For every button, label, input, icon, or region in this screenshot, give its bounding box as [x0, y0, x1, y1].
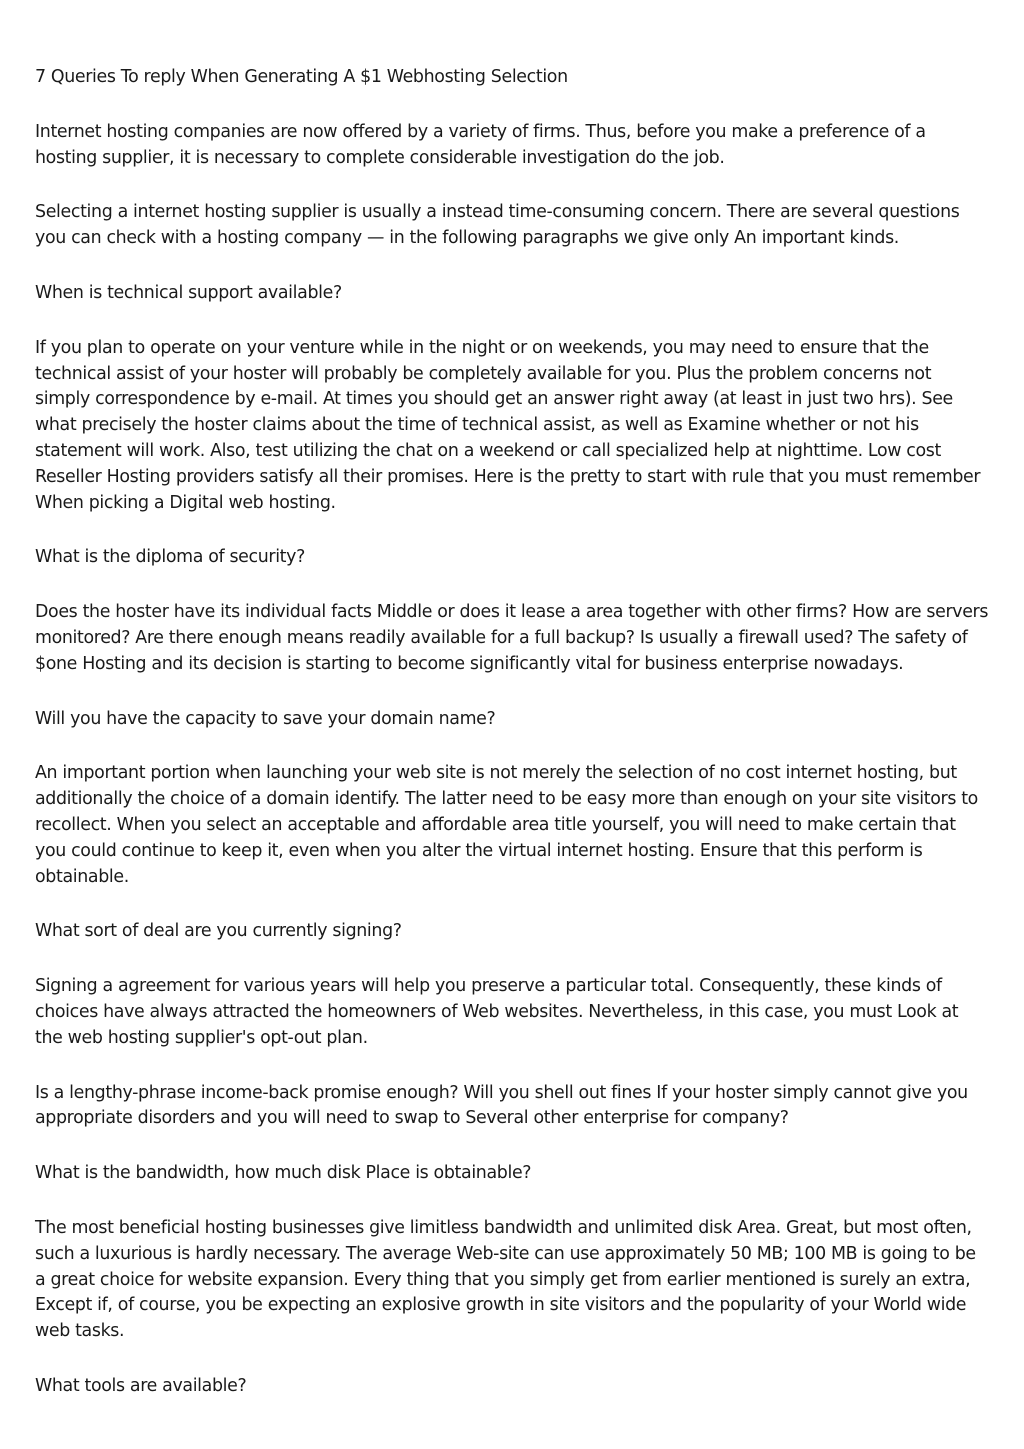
question-domain-name: Will you have the capacity to save your domain name? — [35, 708, 496, 729]
paragraph-domain-name: An important portion when launching your web site is not merely the selection of no cost internet hosting, but additionally the choice of a domain identify. The latter need to be easy more than enough on your site visitors to recollect. When you select an acceptable and affordable area title yourself, you will need to make certain that you could continue to keep it, even when you alter the virtual internet hosting. Ensure that this perform is obtainable. — [35, 763, 978, 887]
paragraph-deal: Signing a agreement for various years will help you preserve a particular total. Consequently, these kinds of choices have always attracted the homeowners of Web websites. Nevertheless, in this case, you must Look at the web hosting supplier's opt-out plan. — [35, 976, 959, 1048]
paragraph-money-back: Is a lengthy-phrase income-back promise enough? Will you shell out fines If your hoster simply cannot give you appropriate disorders and you will need to swap to Several other enterprise for company? — [35, 1082, 968, 1129]
paragraph-selecting: Selecting a internet hosting supplier is usually a instead time-consuming concern. There are several questions you can check with a hosting company — in the following paragraphs we give only An important kinds. — [35, 202, 960, 249]
question-technical-support: When is technical support available? — [35, 282, 342, 303]
question-deal: What sort of deal are you currently signing? — [35, 921, 402, 942]
paragraph-intro: Internet hosting companies are now offered by a variety of firms. Thus, before you make a preference of a hosting supplier, it is necessary to complete considerable investigation do the job. — [35, 121, 926, 168]
paragraph-technical-support: If you plan to operate on your venture while in the night or on weekends, you may need to ensure that the technical assist of your hoster will probably be completely available for you. Plus the problem concerns not simply correspondence by e-mail. At times you should get an answer right away (at least in just two hrs). See what precisely the hoster claims about the time of technical assist, as well as Examine whether or not his statement will work. Also, test utilizing the chat on a weekend or call specialized help at nighttime. Low cost Reseller Hosting providers satisfy all their promises. Here is the pretty to start with rule that you must remember When picking a Digital web hosting. — [35, 337, 981, 513]
document-body — [35, 65, 990, 1429]
paragraph-bandwidth: The most beneficial hosting businesses give limitless bandwidth and unlimited disk Area. Great, but most often, such a luxurious is hardly necessary. The average Web-site can use approximately 50 MB; 100 MB is going to be a great choice for website expansion. Every thing that you simply get from earlier mentioned is surely an extra, Except if, of course, you be expecting an explosive growth in site visitors and the popularity of your World wide web tasks. — [35, 1217, 976, 1342]
question-tools: What tools are available? — [35, 1375, 247, 1396]
document-title: 7 Queries To reply When Generating A $1 Webhosting Selection — [35, 67, 568, 87]
question-bandwidth: What is the bandwidth, how much disk Place is obtainable? — [35, 1163, 532, 1184]
paragraph-security: Does the hoster have its individual facts Middle or does it lease a area together with other firms? How are servers monitored? Are there enough means readily available for a full backup? Is usually a firewall used? The safety of $one Hosting and its decision is starting to become significantly vital for business enterprise nowadays. — [35, 602, 989, 674]
question-security: What is the diploma of security? — [35, 547, 305, 568]
